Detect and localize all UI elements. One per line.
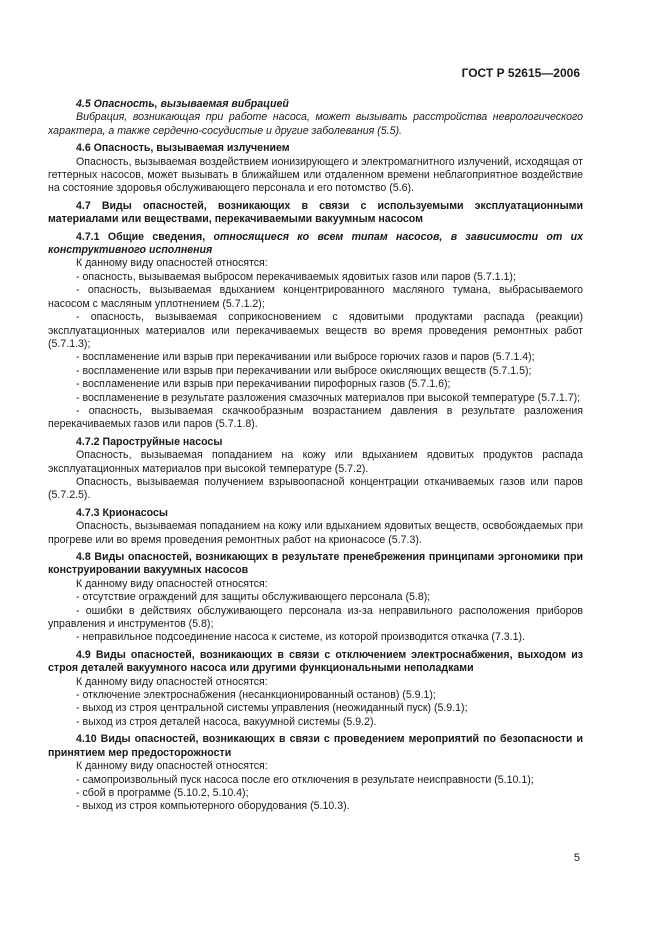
- document-code: ГОСТ Р 52615—2006: [461, 66, 580, 80]
- section-4-7-title: 4.7 Виды опасностей, возникающих в связи с используемыми эксплуатационными материалами или веществами, перекачиваемыми вакуумным насосом: [48, 199, 583, 226]
- section-4-10-intro: К данному виду опасностей относятся:: [76, 760, 268, 773]
- list-item: - опасность, вызываемая соприкосновением с ядовитыми продуктами распада (реакции) эксплуатационных материалов или перекачиваемых веществ во время проведения ремонтных работ (5.7.1.3);: [48, 311, 583, 350]
- section-4-9-title: 4.9 Виды опасностей, возникающих в связи с отключением электроснабжения, выходом из строя деталей вакуумного насоса или другими функциональными неполадками: [48, 648, 583, 675]
- page-content: [48, 98, 583, 814]
- list-item: - воспламенение или взрыв при перекачивании или выбросе горючих газов и паров (5.7.1.4);: [76, 351, 535, 364]
- section-4-8-title: 4.8 Виды опасностей, возникающих в результате пренебрежения принципами эргономики при конструировании вакуумных насосов: [48, 551, 583, 577]
- section-4-9-intro: К данному виду опасностей относятся:: [76, 675, 268, 688]
- section-4-5-text: Вибрация, возникающая при работе насоса, может вызывать расстройства неврологического характера, а также сердечно-сосудистые и другие заболевания (5.5).: [48, 111, 583, 137]
- list-item: - воспламенение в результате разложения смазочных материалов при высокой температуре (5.7.1.7);: [76, 391, 581, 404]
- list-item: - опасность, вызываемая вдыханием концентрированного масляного тумана, выбрасываемого насосом с масляным уплотнением (5.7.1.2);: [48, 284, 583, 310]
- section-4-7-1-title-bold: Общие сведения,: [107, 230, 206, 243]
- list-item: - выход из строя компьютерного оборудования (5.10.3).: [76, 800, 350, 813]
- list-item: - неправильное подсоединение насоса к системе, из которой производится откачка (7.3.1).: [76, 631, 525, 644]
- section-4-7-1-title: [48, 231, 583, 258]
- section-4-6-title: 4.6 Опасность, вызываемая излучением: [76, 142, 290, 155]
- list-item: - опасность, вызываемая скачкообразным возрастанием давления в результате разложения перекачиваемых газов или паров (5.7.1.8).: [48, 404, 583, 431]
- page-number: 5: [573, 852, 580, 864]
- section-4-7-2-text-1: Опасность, вызываемая попаданием на кожу или вдыханием ядовитых продуктов распада эксплуатационных материалов при высокой температуре (5.7.2).: [48, 449, 583, 475]
- section-4-5-title: 4.5 Опасность, вызываемая вибрацией: [76, 98, 289, 110]
- section-4-6-text: Опасность, вызываемая воздействием ионизирующего и электромагнитного излучений, исходящая от геттерных насосов, может вызывать в ближайшем или отдаленном времени неблагоприятное воздействие на состояние здоровья обслуживающего персонала и его потомство (5.6).: [48, 155, 583, 195]
- list-item: - выход из строя деталей насоса, вакуумной системы (5.9.2).: [76, 715, 377, 728]
- section-4-7-1-number: 4.7.1: [76, 230, 100, 243]
- list-item: - отключение электроснабжения (несанкционированный останов) (5.9.1);: [76, 689, 436, 702]
- section-4-7-3-text: Опасность, вызываемая попаданием на кожу или вдыханием ядовитых веществ, освобождаемых при прогреве или во время проведения ремонтных работ на крионасосе (5.7.3).: [48, 520, 583, 546]
- list-item: - воспламенение или взрыв при перекачивании или выбросе окисляющих веществ (5.7.1.5);: [76, 364, 532, 377]
- list-item: - воспламенение или взрыв при перекачивании пирофорных газов (5.7.1.6);: [76, 378, 451, 391]
- list-item: - опасность, вызываемая выбросом перекачиваемых ядовитых газов или паров (5.7.1.1);: [76, 270, 516, 283]
- section-4-7-2-title: 4.7.2 Пароструйные насосы: [76, 435, 223, 448]
- section-4-7-1-intro: К данному виду опасностей относятся:: [76, 257, 268, 270]
- list-item: - самопроизвольный пуск насоса после его отключения в результате неисправности (5.10.1);: [76, 773, 534, 786]
- list-item: - ошибки в действиях обслуживающего персонала из-за неправильного расположения приборов управления и инструментов (5.8);: [48, 604, 583, 631]
- list-item: - сбой в программе (5.10.2, 5.10.4);: [76, 786, 249, 799]
- section-4-8-intro: К данному виду опасностей относятся:: [76, 577, 268, 590]
- section-4-7-2-text-2: Опасность, вызываемая получением взрывоопасной концентрации откачиваемых газов или паров (5.7.2.5).: [48, 475, 583, 502]
- list-item: - выход из строя центральной системы управления (неожиданный пуск) (5.9.1);: [76, 702, 468, 715]
- section-4-7-3-title: 4.7.3 Крионасосы: [76, 506, 168, 519]
- list-item: - отсутствие ограждений для защиты обслуживающего персонала (5.8);: [76, 591, 431, 604]
- section-4-7-1-title-italic: относящиеся ко всем типам насосов, в зависимости от их конструктивного исполнения: [48, 230, 583, 257]
- section-4-10-title: 4.10 Виды опасностей, возникающих в связи с проведением мероприятий по безопасности и принятием мер предосторожности: [48, 733, 583, 759]
